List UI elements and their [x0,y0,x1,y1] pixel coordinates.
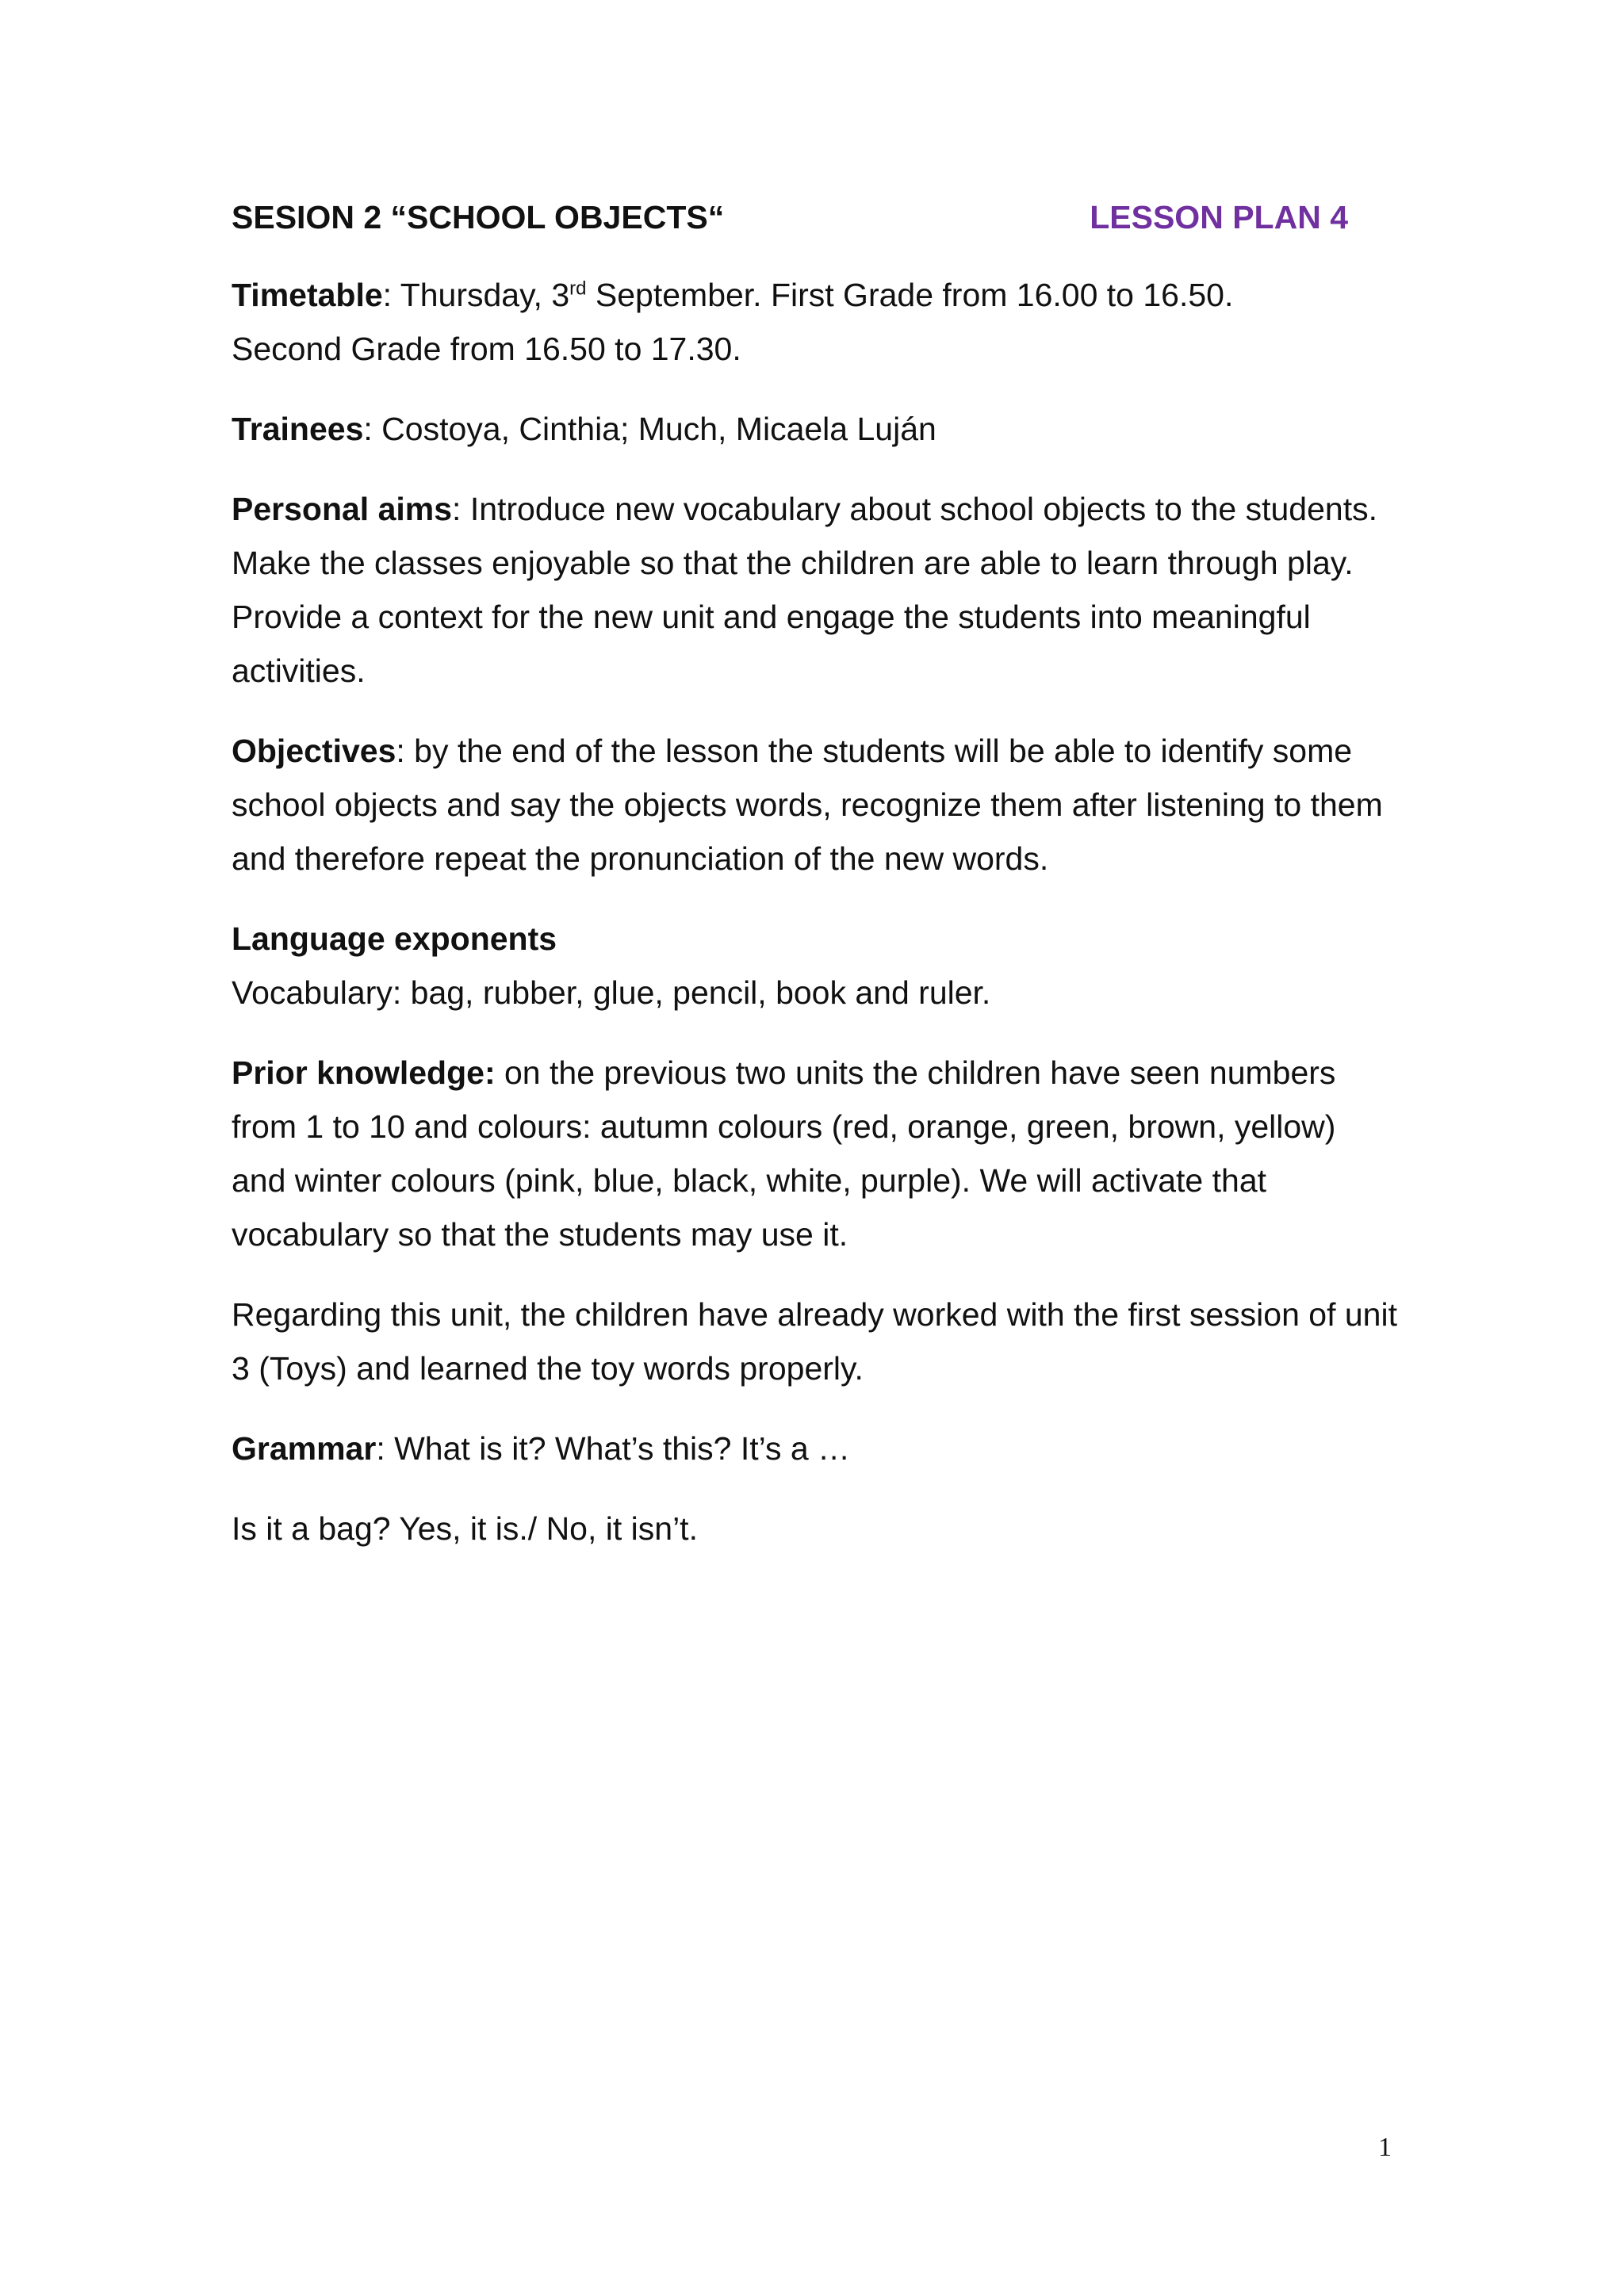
document-content [232,190,1397,1582]
grammar-text: : What is it? What’s this? It’s a … [376,1430,851,1467]
objectives-label: Objectives [232,733,396,769]
personal-aims-text: : Introduce new vocabulary about school objects to the students. Make the classes enjoyable so that the children are able to learn through play. Provide a context for the new unit and engage the students into meaningful activities. [232,491,1377,689]
timetable-sup: rd [569,277,587,300]
timetable-paragraph [232,268,1397,376]
trainees-text: : Costoya, Cinthia; Much, Micaela Luján [363,411,936,447]
trainees-paragraph [232,402,1397,456]
language-exponents-heading: Language exponents [232,920,557,957]
session-title: SESION 2 “SCHOOL OBJECTS“ [232,199,725,235]
timetable-text-after: September. First Grade from 16.00 to 16.50. [586,277,1234,313]
objectives-paragraph [232,724,1397,886]
timetable-label: Timetable [232,277,383,313]
vocabulary-text: Vocabulary: bag, rubber, glue, pencil, book and ruler. [232,974,991,1011]
grammar-paragraph [232,1422,1397,1475]
timetable-line2: Second Grade from 16.50 to 17.30. [232,331,741,367]
prior-knowledge-label: Prior knowledge: [232,1054,496,1091]
prior-knowledge-paragraph [232,1046,1397,1261]
page-number: 1 [1378,2133,1392,2162]
timetable-text-before: : Thursday, 3 [382,277,570,313]
grammar-example-paragraph [232,1502,1397,1556]
trainees-label: Trainees [232,411,364,447]
lesson-plan-label: LESSON PLAN 4 [1090,199,1348,235]
personal-aims-paragraph [232,482,1397,698]
language-exponents-paragraph [232,912,1397,1020]
prior-knowledge-text: on the previous two units the children have seen numbers from 1 to 10 and colours: autumn colours (red, orange, green, brown, yellow) and winter colours (pink, blue, black, white, purple). We will activate that vocabulary so that the students may use it. [232,1054,1336,1253]
regarding-paragraph [232,1288,1397,1395]
grammar-example-text: Is it a bag? Yes, it is./ No, it isn’t. [232,1510,698,1547]
objectives-text: : by the end of the lesson the students will be able to identify some school objects and say the objects words, recognize them after listening to them and therefore repeat the pronunciation of the new words. [232,733,1383,877]
personal-aims-label: Personal aims [232,491,453,527]
grammar-label: Grammar [232,1430,377,1467]
header-row [232,190,1348,244]
regarding-text: Regarding this unit, the children have already worked with the first session of unit 3 (Toys) and learned the toy words properly. [232,1296,1397,1387]
